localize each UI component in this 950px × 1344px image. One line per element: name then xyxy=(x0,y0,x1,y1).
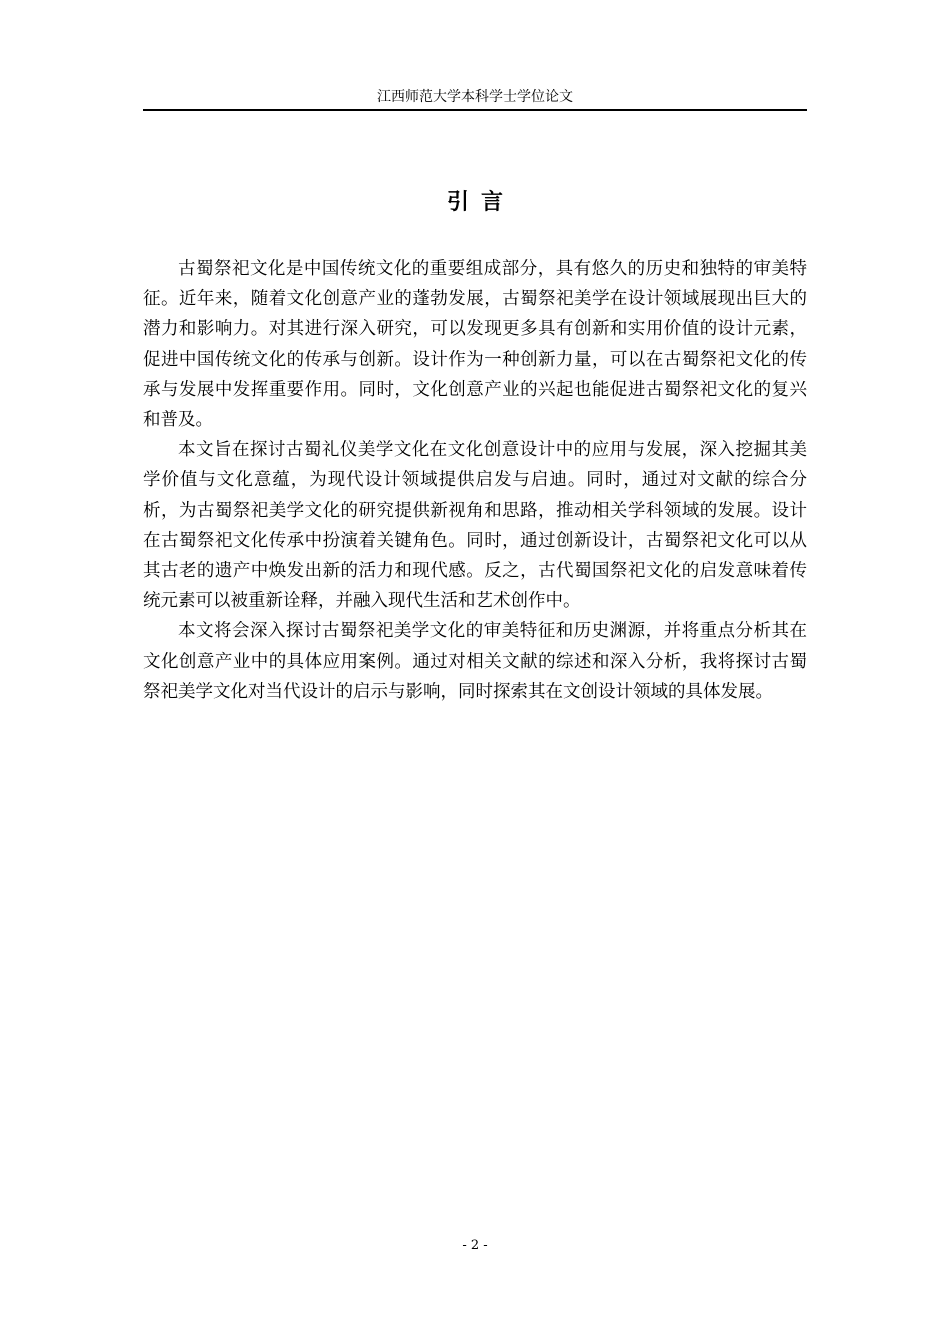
paragraph-3: 本文将会深入探讨古蜀祭祀美学文化的审美特征和历史渊源，并将重点分析其在文化创意产业中的具体应用案例。通过对相关文献的综述和深入分析，我将探讨古蜀祭祀美学文化对当代设计的启示与影响，同时探索其在文创设计领域的具体发展。 xyxy=(143,621,807,702)
chapter-title: 引言 xyxy=(446,190,515,215)
body-text xyxy=(143,254,807,707)
paragraph-2: 本文旨在探讨古蜀礼仪美学文化在文化创意设计中的应用与发展，深入挖掘其美学价值与文化意蕴，为现代设计领域提供启发与启迪。同时，通过对文献的综合分析，为古蜀祭祀美学文化的研究提供新视角和思路，推动相关学科领域的发展。设计在古蜀祭祀文化传承中扮演着关键角色。同时，通过创新设计，古蜀祭祀文化可以从其古老的遗产中焕发出新的活力和现代感。反之，古代蜀国祭祀文化的启发意味着传统元素可以被重新诠释，并融入现代生活和艺术创作中。 xyxy=(143,440,807,612)
paragraph-1: 古蜀祭祀文化是中国传统文化的重要组成部分，具有悠久的历史和独特的审美特征。近年来，随着文化创意产业的蓬勃发展，古蜀祭祀美学在设计领域展现出巨大的潜力和影响力。对其进行深入研究，可以发现更多具有创新和实用价值的设计元素，促进中国传统文化的传承与创新。设计作为一种创新力量，可以在古蜀祭祀文化的传承与发展中发挥重要作用。同时，文化创意产业的兴起也能促进古蜀祭祀文化的复兴和普及。 xyxy=(143,259,807,431)
running-header: 江西师范大学本科学士学位论文 xyxy=(143,88,807,111)
page-number: - 2 - xyxy=(462,1238,488,1253)
